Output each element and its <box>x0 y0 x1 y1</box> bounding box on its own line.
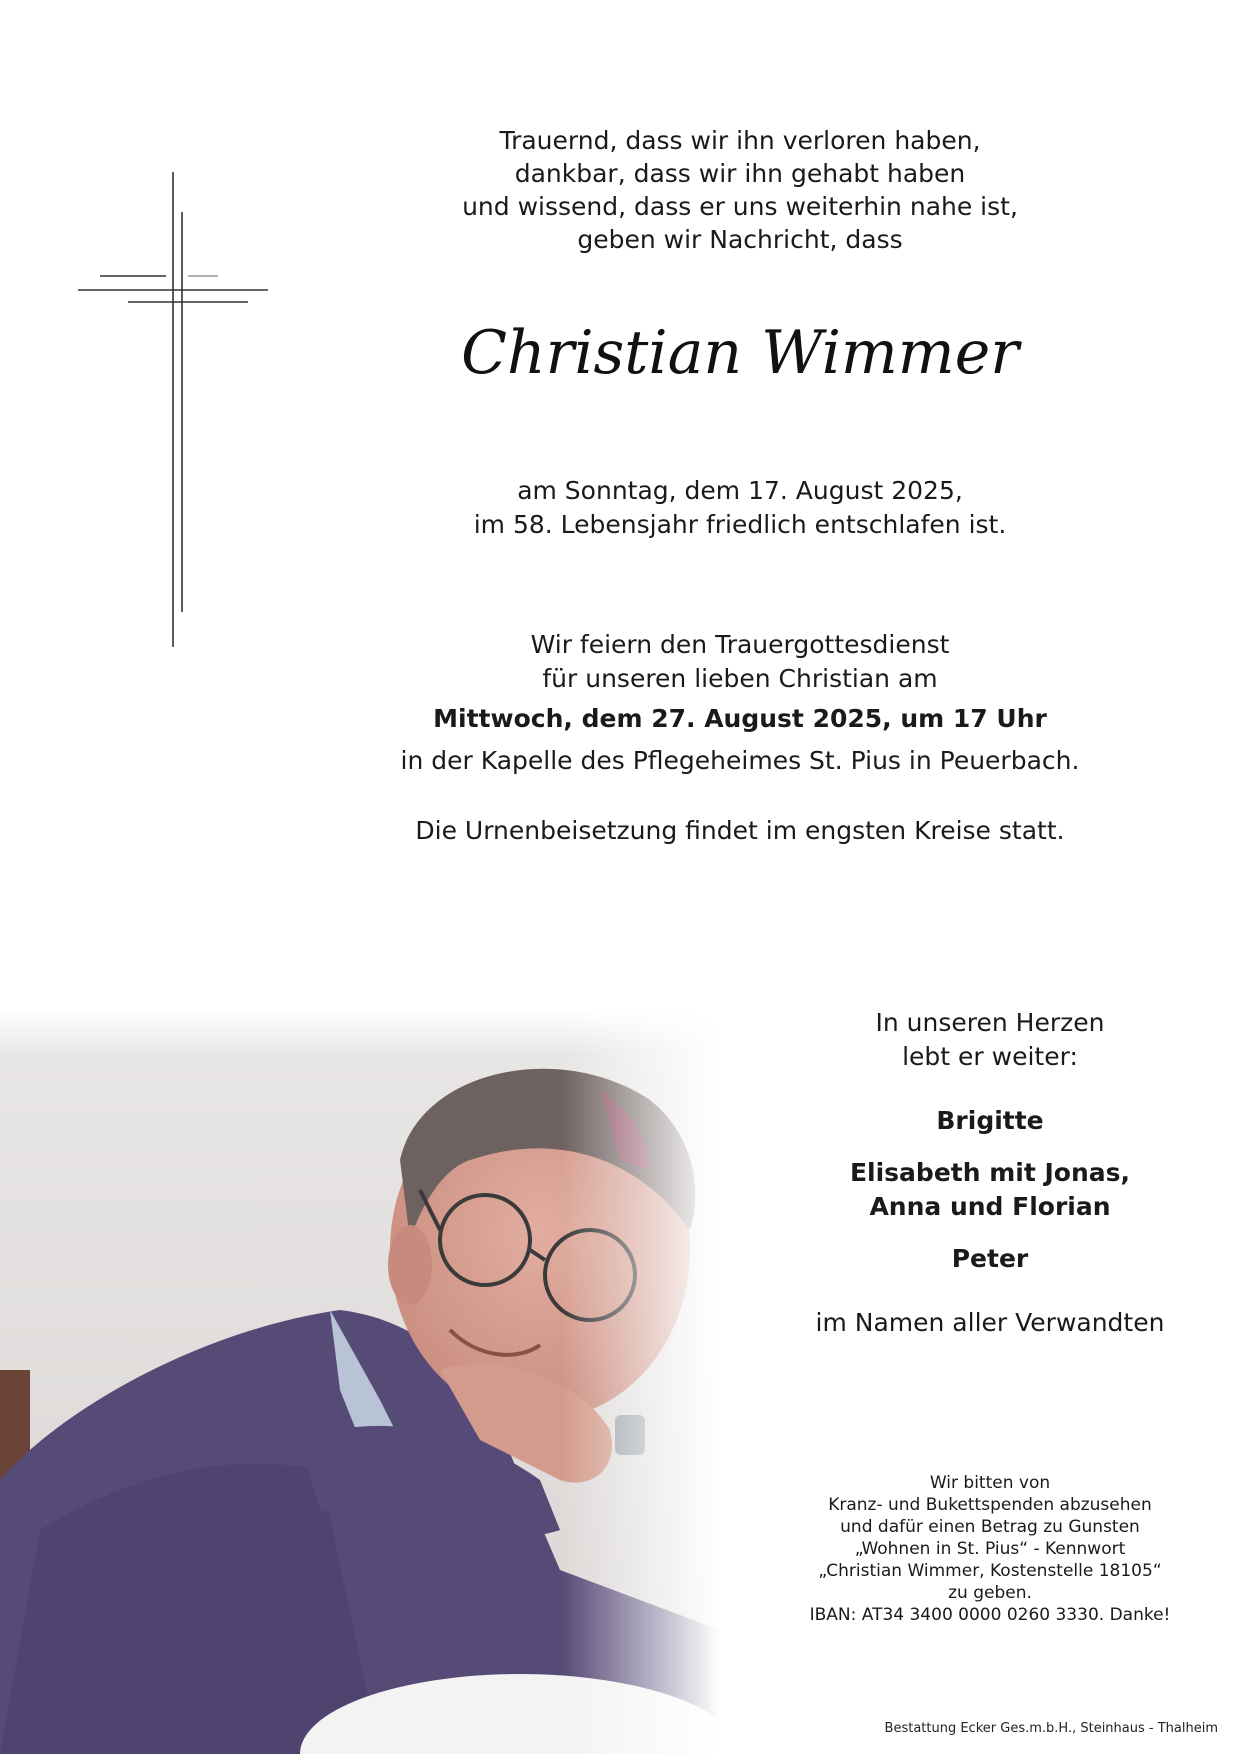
intro-line: Trauernd, dass wir ihn verloren haben, <box>499 126 981 155</box>
service-place: in der Kapelle des Pflegeheimes St. Pius in Peuerbach. <box>400 746 1080 775</box>
service-info <box>380 628 1100 848</box>
cross-icon <box>78 172 278 652</box>
donation-iban: IBAN: AT34 3400 0000 0260 3330. Danke! <box>809 1605 1171 1625</box>
donation-line: Wir bitten von <box>929 1473 1051 1493</box>
donation-line: und dafür einen Betrag zu Gunsten <box>840 1517 1140 1537</box>
death-line: am Sonntag, dem 17. August 2025, <box>517 476 963 505</box>
service-datetime: Mittwoch, dem 27. August 2025, um 17 Uhr <box>433 704 1047 733</box>
donation-line: zu geben. <box>948 1583 1032 1603</box>
mourners-intro: lebt er weiter: <box>902 1042 1078 1071</box>
mourner-name: Peter <box>951 1244 1029 1273</box>
intro-line: dankbar, dass wir ihn gehabt haben <box>514 159 966 188</box>
mourner-name: Anna und Florian <box>869 1192 1111 1221</box>
portrait-photo <box>0 1010 720 1754</box>
service-line: Wir feiern den Trauergottesdienst <box>530 630 950 659</box>
mourner-name: Brigitte <box>936 1106 1044 1135</box>
mourners-intro: In unseren Herzen <box>875 1008 1105 1037</box>
mourners-section <box>800 1006 1180 1340</box>
service-line: für unseren lieben Christian am <box>542 664 938 693</box>
urn-notice: Die Urnenbeisetzung findet im engsten Kreise statt. <box>415 816 1065 845</box>
mourner-name: Elisabeth mit Jonas, <box>849 1158 1131 1187</box>
intro-line: geben wir Nachricht, dass <box>577 225 903 254</box>
intro-line: und wissend, dass er uns weiterhin nahe ist, <box>462 192 1018 221</box>
mourners-closing: im Namen aller Verwandten <box>815 1308 1165 1337</box>
donation-line: Kranz- und Bukettspenden abzusehen <box>828 1495 1152 1515</box>
deceased-name: Christian Wimmer <box>461 318 1019 388</box>
donation-line: „Wohnen in St. Pius“ - Kennwort <box>854 1539 1126 1559</box>
donation-request <box>780 1472 1200 1626</box>
donation-line: „Christian Wimmer, Kostenstelle 18105“ <box>818 1561 1162 1581</box>
death-notice <box>420 474 1060 542</box>
death-line: im 58. Lebensjahr friedlich entschlafen ist. <box>473 510 1007 539</box>
undertaker-credit: Bestattung Ecker Ges.m.b.H., Steinhaus - Thalheim <box>884 1721 1218 1736</box>
intro-verse <box>420 124 1060 256</box>
